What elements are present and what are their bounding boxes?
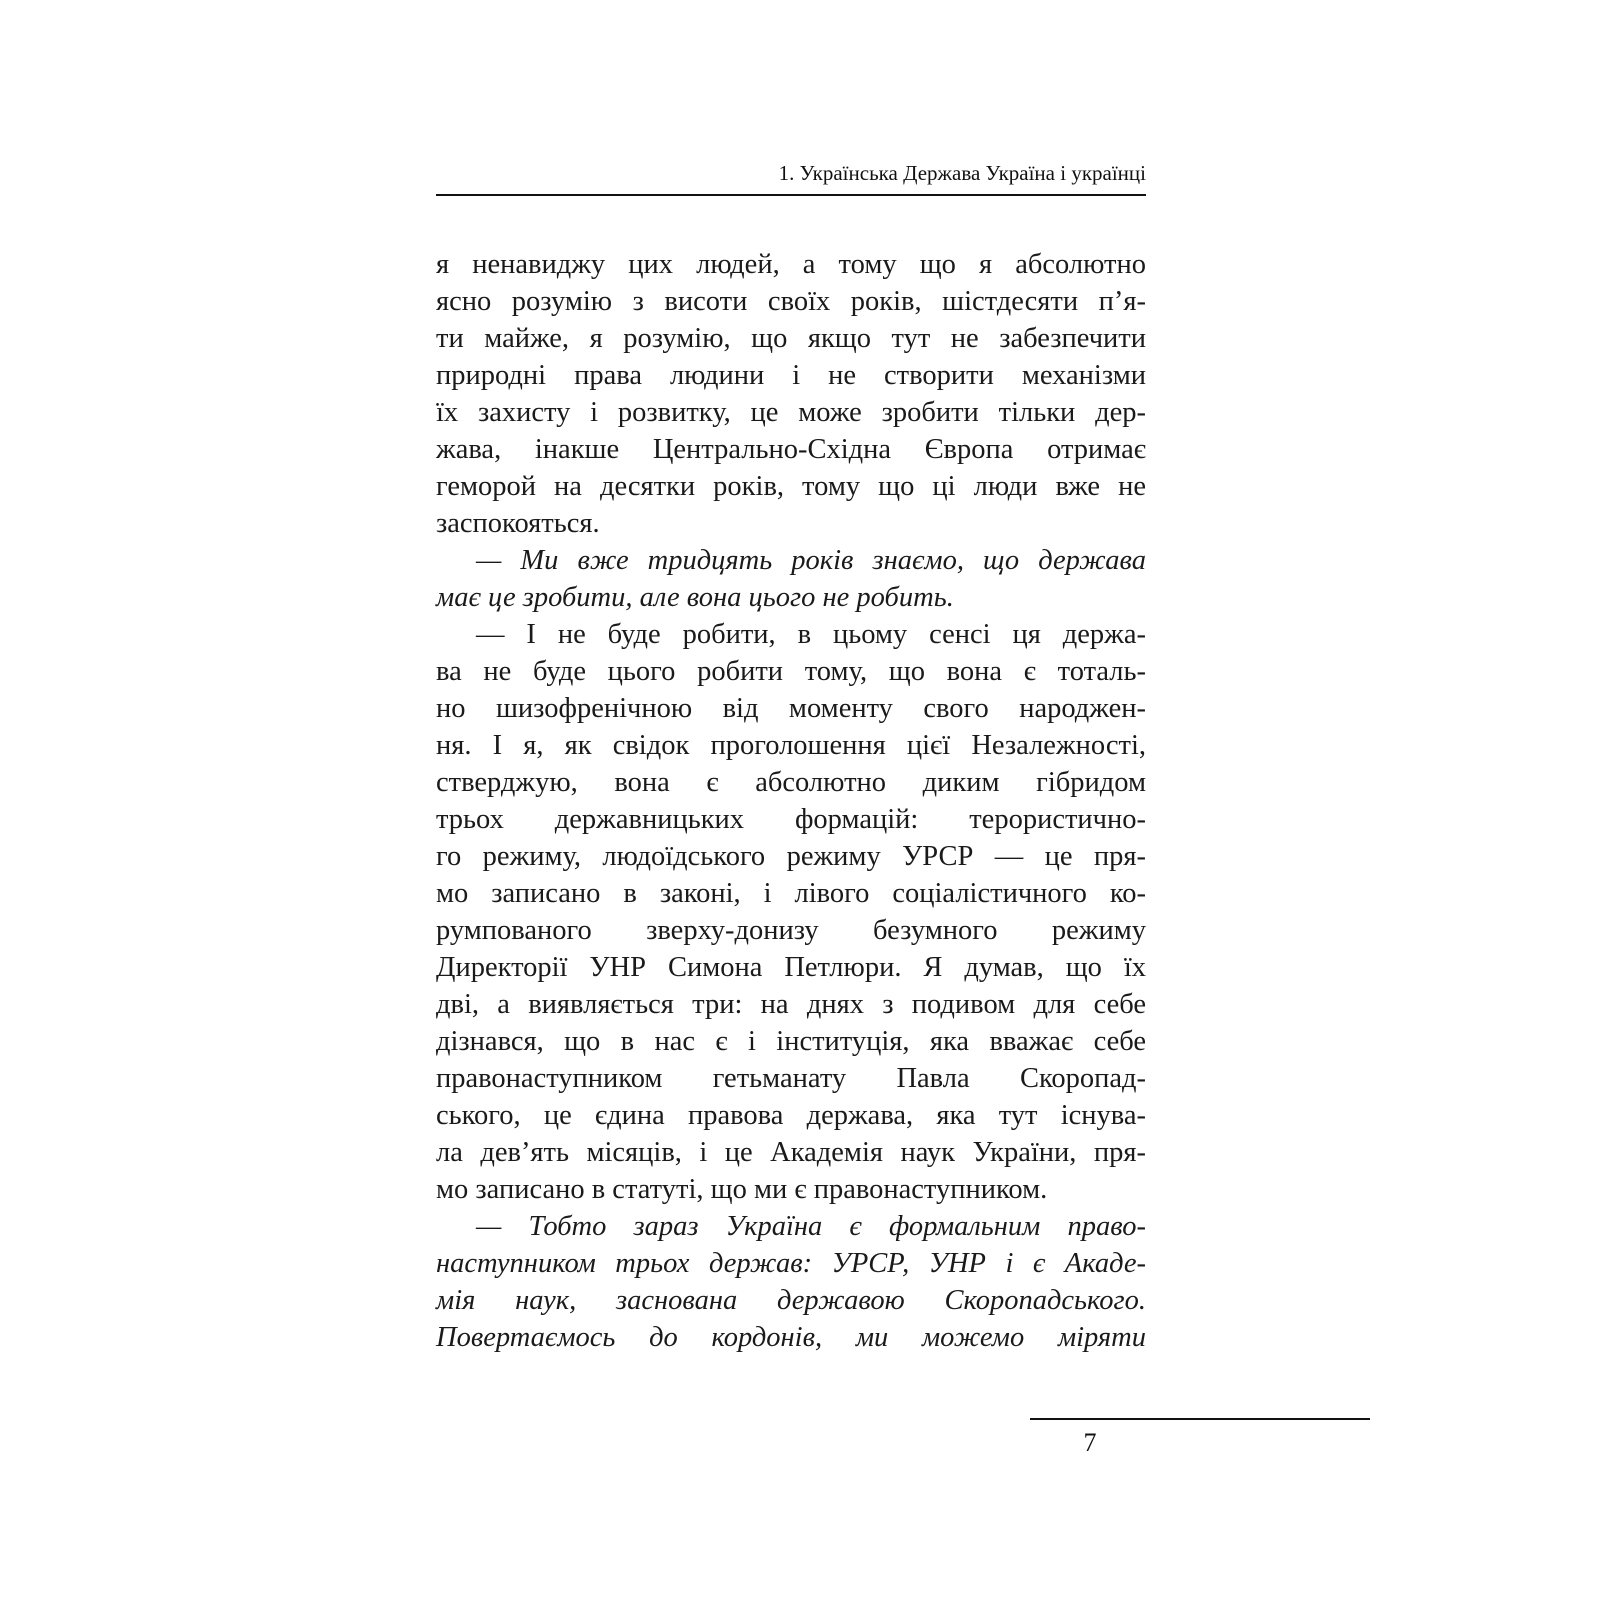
text-line: ва не буде цього робити тому, що вона є тоталь- (436, 656, 1146, 687)
text-line: заспокояться. (436, 508, 600, 539)
text-line-italic: наступником трьох держав: УРСР, УНР і є Акаде- (436, 1248, 1146, 1279)
text-line: стверджую, вона є абсолютно диким гібридом (436, 767, 1146, 798)
running-head: 1. Українська Держава Україна і українці (778, 161, 1146, 185)
text-line: дві, а виявляється три: на днях з подивом для себе (436, 989, 1146, 1020)
footer-rule (1030, 1418, 1370, 1420)
header-rule (436, 194, 1146, 196)
body-text (436, 246, 1146, 1356)
text-line: мо записано в статуті, що ми є правонаступником. (436, 1174, 1048, 1205)
text-line: ти майже, я розумію, що якщо тут не забезпечити (436, 323, 1146, 354)
text-line: го режиму, людоїдського режиму УРСР — це пря- (436, 841, 1146, 872)
text-line: но шизофренічною від моменту свого народжен- (436, 693, 1146, 724)
text-line: правонаступником гетьманату Павла Скоропад- (436, 1063, 1146, 1094)
text-line: румпованого зверху-донизу безумного режиму (436, 915, 1146, 946)
text-line: геморой на десятки років, тому що ці люди вже не (436, 471, 1146, 502)
text-line-italic: — Ми вже тридцять років знаємо, що держава (476, 545, 1146, 576)
text-line: трьох державницьких формацій: терористично- (436, 804, 1146, 835)
page-number: 7 (1083, 1428, 1097, 1457)
text-line: їх захисту і розвитку, це може зробити тільки дер- (436, 397, 1146, 428)
text-line: — І не буде робити, в цьому сенсі ця держа- (476, 619, 1146, 650)
text-line-italic: — Тобто зараз Україна є формальним право- (476, 1211, 1146, 1242)
text-line: Директорії УНР Симона Петлюри. Я думав, що їх (436, 952, 1146, 983)
text-line: я ненавиджу цих людей, а тому що я абсолютно (436, 249, 1146, 280)
text-line: ясно розумію з висоти своїх років, шістдесяти п’я- (436, 286, 1146, 317)
text-line: дізнався, що в нас є і інституція, яка вважає себе (436, 1026, 1146, 1057)
text-line-italic: має це зробити, але вона цього не робить. (436, 582, 954, 613)
text-line: природні права людини і не створити механізми (436, 360, 1146, 391)
text-line-italic: мія наук, заснована державою Скоропадського. (436, 1285, 1146, 1316)
text-line: жава, інакше Центрально-Східна Європа отримає (436, 434, 1146, 465)
text-line-italic: Повертаємось до кордонів, ми можемо міряти (436, 1322, 1146, 1353)
text-line: мо записано в законі, і лівого соціалістичного ко- (436, 878, 1146, 909)
text-line: ня. І я, як свідок проголошення цієї Незалежності, (436, 730, 1146, 761)
text-line: ського, це єдина правова держава, яка тут існува- (436, 1100, 1146, 1131)
text-line: ла дев’ять місяців, і це Академія наук України, пря- (436, 1137, 1146, 1168)
